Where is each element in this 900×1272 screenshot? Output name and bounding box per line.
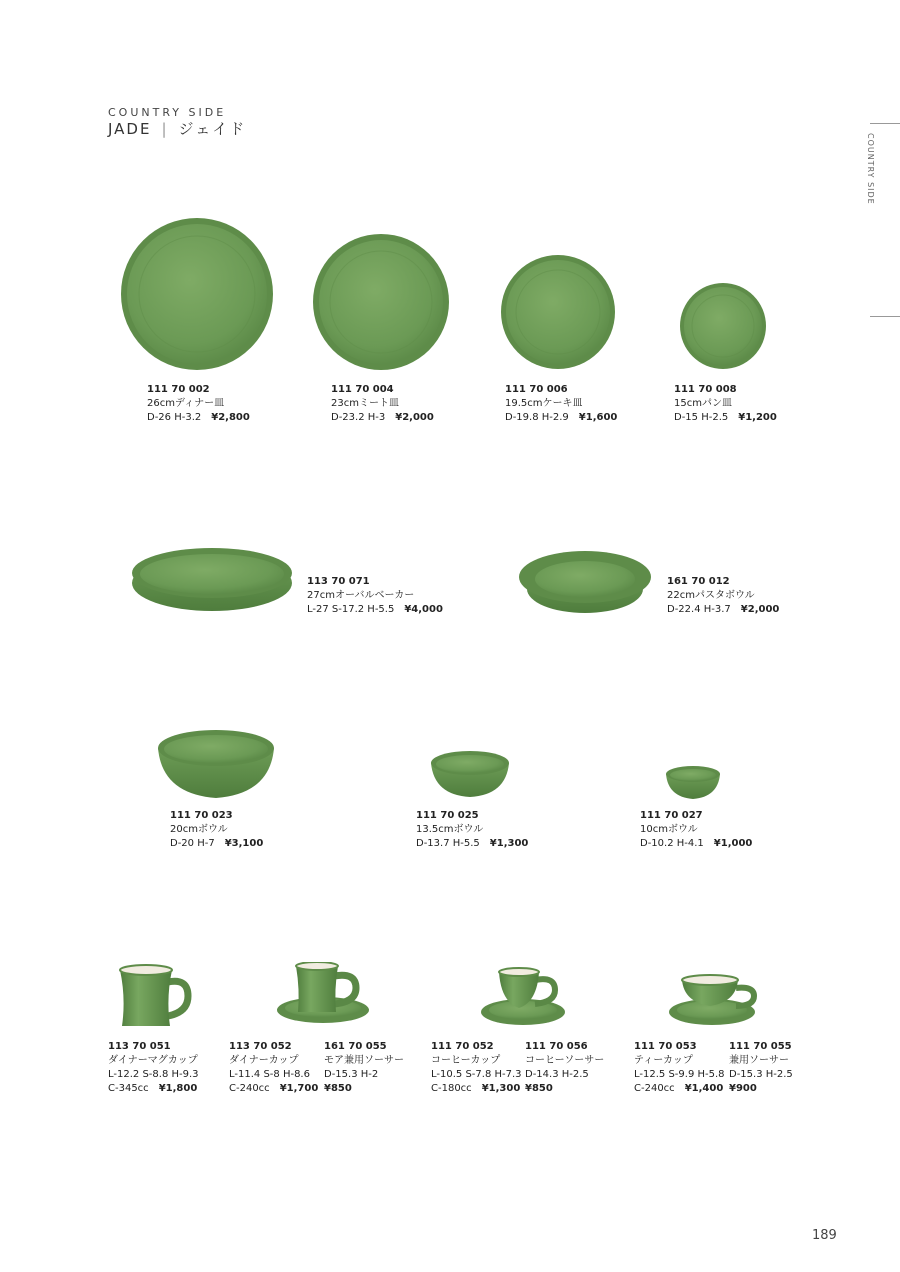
product-code: 161 70 012	[667, 576, 730, 587]
product-dims: L-27 S-17.2 H-5.5	[307, 604, 395, 615]
product-dims: D-22.4 H-3.7	[667, 604, 731, 615]
product-dims: D-15.3 H-2.5	[729, 1069, 793, 1080]
product-dims: L-11.4 S-8 H-8.6	[229, 1069, 310, 1080]
product-info-111-70-006	[505, 383, 617, 425]
oval-baker-image	[130, 545, 294, 613]
product-price: ¥2,800	[211, 412, 250, 423]
product-price: ¥1,300	[481, 1083, 521, 1094]
product-name: モア兼用ソーサー	[324, 1055, 404, 1066]
product-price: ¥1,800	[158, 1083, 198, 1094]
cake-plate-image	[500, 254, 616, 370]
bowl-13-5cm-image	[429, 749, 511, 799]
product-dims: D-23.2 H-3	[331, 412, 386, 423]
side-rule-bottom	[870, 316, 900, 317]
series-name: COUNTRY SIDE	[108, 106, 227, 119]
product-price: ¥1,000	[713, 838, 753, 849]
product-name: 兼用ソーサー	[729, 1055, 789, 1066]
product-dims: D-14.3 H-2.5	[525, 1069, 589, 1080]
product-code: 111 70 052	[431, 1041, 494, 1052]
side-label: COUNTRY SIDE	[866, 133, 875, 205]
diner-cup-saucer-image	[276, 962, 370, 1026]
product-price: ¥850	[525, 1083, 553, 1094]
title-separator: |	[161, 120, 169, 138]
product-price: ¥1,200	[738, 412, 777, 423]
product-price: ¥3,100	[224, 838, 264, 849]
product-name: コーヒーソーサー	[525, 1055, 605, 1066]
product-dims: D-15.3 H-2	[324, 1069, 379, 1080]
product-name: 10cmボウル	[640, 824, 698, 835]
title-en: JADE	[108, 120, 152, 138]
product-info-111-70-023	[170, 809, 263, 851]
side-rule-top	[870, 123, 900, 124]
product-info-111-70-053	[634, 1040, 725, 1096]
product-code: 111 70 025	[416, 810, 479, 821]
product-info-111-70-027	[640, 809, 752, 851]
product-code: 111 70 006	[505, 384, 568, 395]
product-price: ¥2,000	[395, 412, 434, 423]
product-info-113-70-052	[229, 1040, 318, 1096]
product-name: 23cmミート皿	[331, 398, 399, 409]
product-price: ¥2,000	[740, 604, 780, 615]
product-code: 161 70 055	[324, 1041, 387, 1052]
product-capacity: C-240cc	[229, 1083, 270, 1094]
product-info-161-70-012	[667, 575, 779, 617]
product-name: コーヒーカップ	[431, 1055, 501, 1066]
product-info-111-70-004	[331, 383, 434, 425]
product-code: 113 70 051	[108, 1041, 171, 1052]
product-dims: D-13.7 H-5.5	[416, 838, 480, 849]
product-info-111-70-002	[147, 383, 250, 425]
product-code: 111 70 004	[331, 384, 394, 395]
product-name: 27cmオーバルベーカー	[307, 590, 415, 601]
tea-cup-saucer-image	[668, 974, 758, 1028]
product-code: 111 70 002	[147, 384, 210, 395]
dinner-plate-image	[120, 217, 275, 371]
product-name: ダイナーマグカップ	[108, 1055, 198, 1066]
product-code: 111 70 053	[634, 1041, 697, 1052]
product-dims: D-26 H-3.2	[147, 412, 202, 423]
product-info-111-70-056	[525, 1040, 604, 1096]
product-info-111-70-052	[431, 1040, 522, 1096]
coffee-cup-saucer-image	[479, 966, 567, 1028]
product-capacity: C-345cc	[108, 1083, 149, 1094]
product-price: ¥4,000	[404, 604, 443, 615]
meat-plate-image	[312, 233, 450, 371]
product-code: 111 70 055	[729, 1041, 792, 1052]
product-dims: L-12.2 S-8.8 H-9.3	[108, 1069, 199, 1080]
product-name: 26cmディナー皿	[147, 398, 225, 409]
product-dims: L-10.5 S-7.8 H-7.3	[431, 1069, 522, 1080]
product-info-111-70-055	[729, 1040, 793, 1096]
diner-mug-image	[116, 964, 192, 1030]
product-name: 13.5cmボウル	[416, 824, 484, 835]
page-title	[108, 118, 246, 139]
product-code: 111 70 027	[640, 810, 703, 821]
product-dims: D-10.2 H-4.1	[640, 838, 704, 849]
bowl-10cm-image	[664, 764, 722, 800]
product-name: 20cmボウル	[170, 824, 228, 835]
product-name: ダイナーカップ	[229, 1055, 299, 1066]
product-dims: D-15 H-2.5	[674, 412, 729, 423]
product-info-111-70-008	[674, 383, 777, 425]
title-ja: ジェイド	[178, 120, 247, 138]
product-dims: D-19.8 H-2.9	[505, 412, 569, 423]
product-price: ¥850	[324, 1083, 352, 1094]
product-code: 111 70 023	[170, 810, 233, 821]
bowl-20cm-image	[156, 728, 276, 800]
product-dims: L-12.5 S-9.9 H-5.8	[634, 1069, 725, 1080]
product-name: 19.5cmケーキ皿	[505, 398, 583, 409]
product-capacity: C-240cc	[634, 1083, 675, 1094]
product-code: 113 70 071	[307, 576, 370, 587]
product-name: 22cmパスタボウル	[667, 590, 755, 601]
product-name: 15cmパン皿	[674, 398, 732, 409]
bread-plate-image	[679, 282, 767, 370]
product-code: 113 70 052	[229, 1041, 292, 1052]
product-price: ¥1,400	[684, 1083, 724, 1094]
pasta-bowl-image	[518, 549, 652, 615]
product-price: ¥900	[729, 1083, 757, 1094]
product-code: 111 70 008	[674, 384, 737, 395]
product-info-113-70-071	[307, 575, 443, 617]
product-info-113-70-051	[108, 1040, 199, 1096]
product-code: 111 70 056	[525, 1041, 588, 1052]
product-capacity: C-180cc	[431, 1083, 472, 1094]
product-price: ¥1,600	[578, 412, 618, 423]
product-price: ¥1,300	[489, 838, 529, 849]
product-price: ¥1,700	[279, 1083, 319, 1094]
product-dims: D-20 H-7	[170, 838, 215, 849]
product-info-161-70-055	[324, 1040, 404, 1096]
product-name: ティーカップ	[634, 1055, 693, 1066]
product-info-111-70-025	[416, 809, 528, 851]
page-number: 189	[812, 1228, 837, 1243]
